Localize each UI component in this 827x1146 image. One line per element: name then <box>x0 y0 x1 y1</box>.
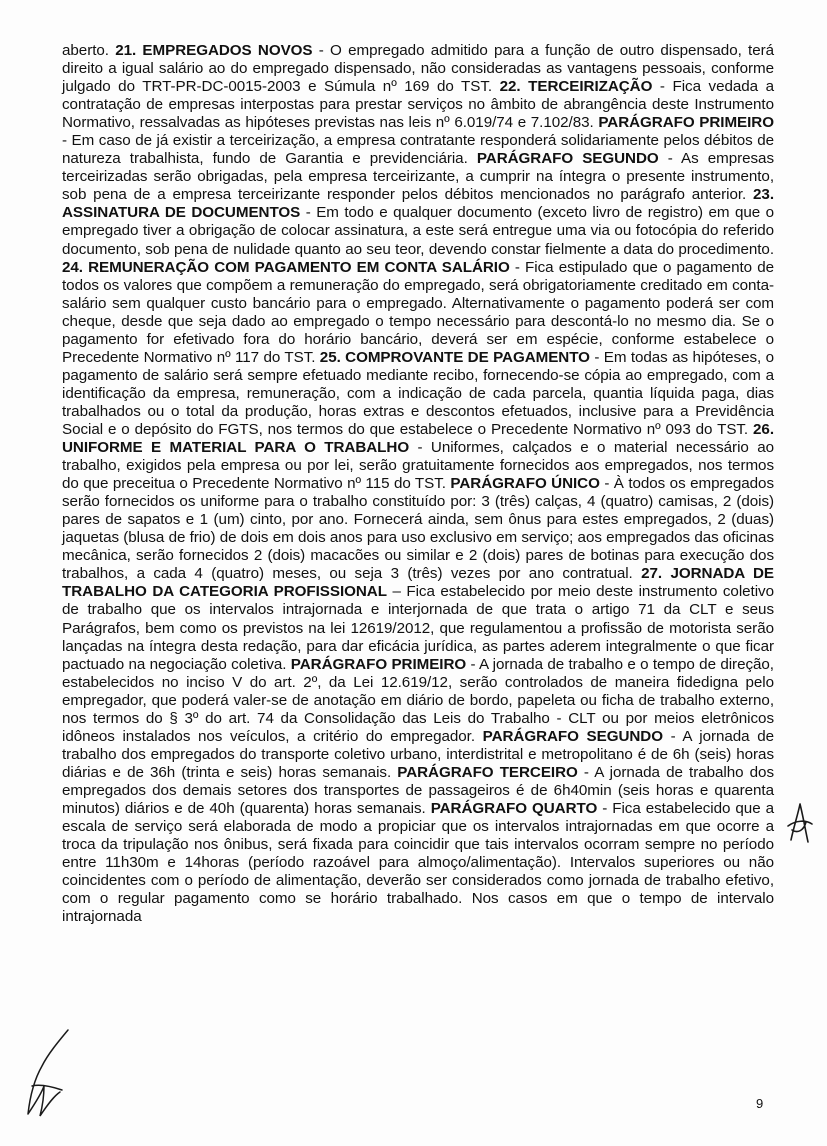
body-text: aberto. <box>62 42 116 59</box>
clause-heading: 24. REMUNERAÇÃO COM PAGAMENTO EM CONTA SALÁRIO <box>62 258 510 276</box>
paragraph-heading: PARÁGRAFO SEGUNDO <box>482 727 663 745</box>
clause-heading: 27. JORNADA DE TRABALHO DA CATEGORIA PROFISSIONAL <box>62 565 774 601</box>
body-text: - A jornada de trabalho dos empregados do transporte coletivo urbano, interdistrital e metropolitano é de 6h (seis) horas diárias e de 36h (trinta e seis) horas semanais. <box>62 727 774 781</box>
paragraph-heading: PARÁGRAFO PRIMEIRO <box>290 655 467 673</box>
clause-heading: 21. EMPREGADOS NOVOS <box>115 42 313 59</box>
page-number: 9 <box>756 1096 764 1111</box>
body-text: - Em todo e qualquer documento (exceto livro de registro) em que o empregado tiver a obrigação de colocar assinatura, a este será entregue uma via ou fotocópia do referido documento, sob pena de nulidade quanto ao seu teor, devendo constar fielmente a data do procedimento. <box>62 204 775 258</box>
clause-heading: 26. UNIFORME E MATERIAL PARA O TRABALHO <box>62 420 774 457</box>
clause-heading: 22. TERCEIRIZAÇÃO <box>499 78 653 96</box>
paragraph-heading: PARÁGRAFO QUARTO <box>430 799 598 817</box>
body-text: - Em caso de já existir a terceirização, a empresa contratante responderá solidariamente pelos débitos de natureza trabalhista, fundo de Garantia e previdenciária. <box>62 132 774 168</box>
body-text: - Uniformes, calçados e o material necessário ao trabalho, exigidos pela empresa ou por lei, serão gratuitamente fornecidos aos empregados, nos termos do que preceitua o Precedente Normativo nº 115 do TST. <box>62 439 774 493</box>
paragraph-heading: PARÁGRAFO PRIMEIRO <box>598 114 774 132</box>
body-text: - As empresas terceirizadas serão obrigadas, pela empresa terceirizante, a cumprir na íntegra o presente instrumento, sob pena de a empresa terceirizante responder pelos débitos mencionados no parágrafo anterior. <box>62 150 774 204</box>
body-text: – Fica estabelecido por meio deste instrumento coletivo de trabalho que os intervalos intrajornada e interjornada de que trata o artigo 71 da CLT e seus Parágrafos, bem como os previstos na lei 12619/2012, que regulamentou a profissão de motorista serão lançadas na íntegra desta redação, para dar eficácia jurídica, as partes aderem integralmente o que ficar pactuado na negociação coletiva. <box>62 583 774 673</box>
clause-heading: 25. COMPROVANTE DE PAGAMENTO <box>319 348 590 366</box>
body-text: - Em todas as hipóteses, o pagamento de salário será sempre efetuado mediante recibo, fornecendo-se cópia ao empregado, com a identificação da empresa, remuneração, com a indicação de cada parcela, quantia líquida paga, dias trabalhados ou o total da produção, horas extras e descontos efetuados, inclusive para a Previdência Social e o depósito do FGTS, nos termos do que estabelece o Precedente Normativo nº 093 do TST. <box>62 348 774 438</box>
body-text: - Fica estipulado que o pagamento de todos os valores que compõem a remuneração do empregado, será obrigatoriamente creditado em conta-salário sem qualquer custo bancário para o empregado. Alternativamente o pagamento poderá ser com cheque, desde que seja dado ao empregado o tempo necessário para descontá-lo no mesmo dia. Se o pagamento for efetivado fora do horário bancário, deverá ser em espécie, conforme estabelece o Precedente Normativo nº 117 do TST. <box>62 258 774 366</box>
initials-mark-left <box>22 1026 74 1122</box>
document-body <box>62 42 774 926</box>
body-text: - A jornada de trabalho e o tempo de direção, estabelecidos no inciso V do art. 2º, da Lei 12.619/12, serão controlados de maneira fidedigna pelo empregador, que poderá valer-se de anotação em diário de bordo, papeleta ou ficha de trabalho externo, nos termos do § 3º do art. 74 da Consolidação das Leis do Trabalho - CLT ou por meios eletrônicos idôneos instalados nos veículos, a critério do empregador. <box>62 655 774 745</box>
body-text: - À todos os empregados serão fornecidos os uniforme para o trabalho constituído por: 3 (três) calças, 4 (quatro) camisas, 2 (dois) pares de sapatos e 1 (um) cinto, por ano. Fornecerá ainda, sem ônus para estes empregados, 2 (duas) jaquetas (blusa de frio) de dois em dois anos para uso exclusivo em serviço; aos empregados das oficinas mecânica, serão fornecidos 2 (dois) macacões ou similar e 2 (dois) pares de botinas para execução dos trabalhos, a cada 4 (quatro) meses, ou seja 3 (três) vezes por ano contratual. <box>62 475 775 583</box>
body-text: - Fica vedada a contratação de empresas interpostas para prestar serviços no âmbito de abrangência deste Instrumento Normativo, ressalvadas as hipóteses previstas nas leis nº 6.019/74 e 7.102/83. <box>62 78 775 132</box>
initials-mark-right <box>782 800 816 848</box>
clause-heading: 23. ASSINATURA DE DOCUMENTOS <box>62 186 774 222</box>
paragraph-heading: PARÁGRAFO ÚNICO <box>450 475 600 493</box>
body-text: - A jornada de trabalho dos empregados dos demais setores dos transportes de passageiros é de 6h40min (seis horas e quarenta minutos) diários e de 40h (quarenta) horas semanais. <box>62 763 774 817</box>
body-text: - O empregado admitido para a função de outro dispensado, terá direito a igual salário ao do empregado dispensado, não consideradas as vantagens pessoais, conforme julgado do TRT-PR-DC-0015-2003 e Súmula nº 169 do TST. <box>62 42 774 96</box>
paragraph-heading: PARÁGRAFO TERCEIRO <box>397 763 578 781</box>
paragraph-heading: PARÁGRAFO SEGUNDO <box>476 150 659 168</box>
body-text: - Fica estabelecido que a escala de serviço será elaborada de modo a propiciar que os intervalos intrajornadas em que ocorre a troca da tripulação nos ônibus, será fixada para coincidir que tais intervalos ocorram sempre no período entre 11h30m e 14horas (período razoável para almoço/alimentação). Intervalos superiores ou não coincidentes com o período de alimentação, deverão ser considerados como jornada de trabalho efetivo, com o regular pagamento como se horário trabalhado. Nos casos em que o tempo de intervalo intrajornada <box>62 799 774 926</box>
